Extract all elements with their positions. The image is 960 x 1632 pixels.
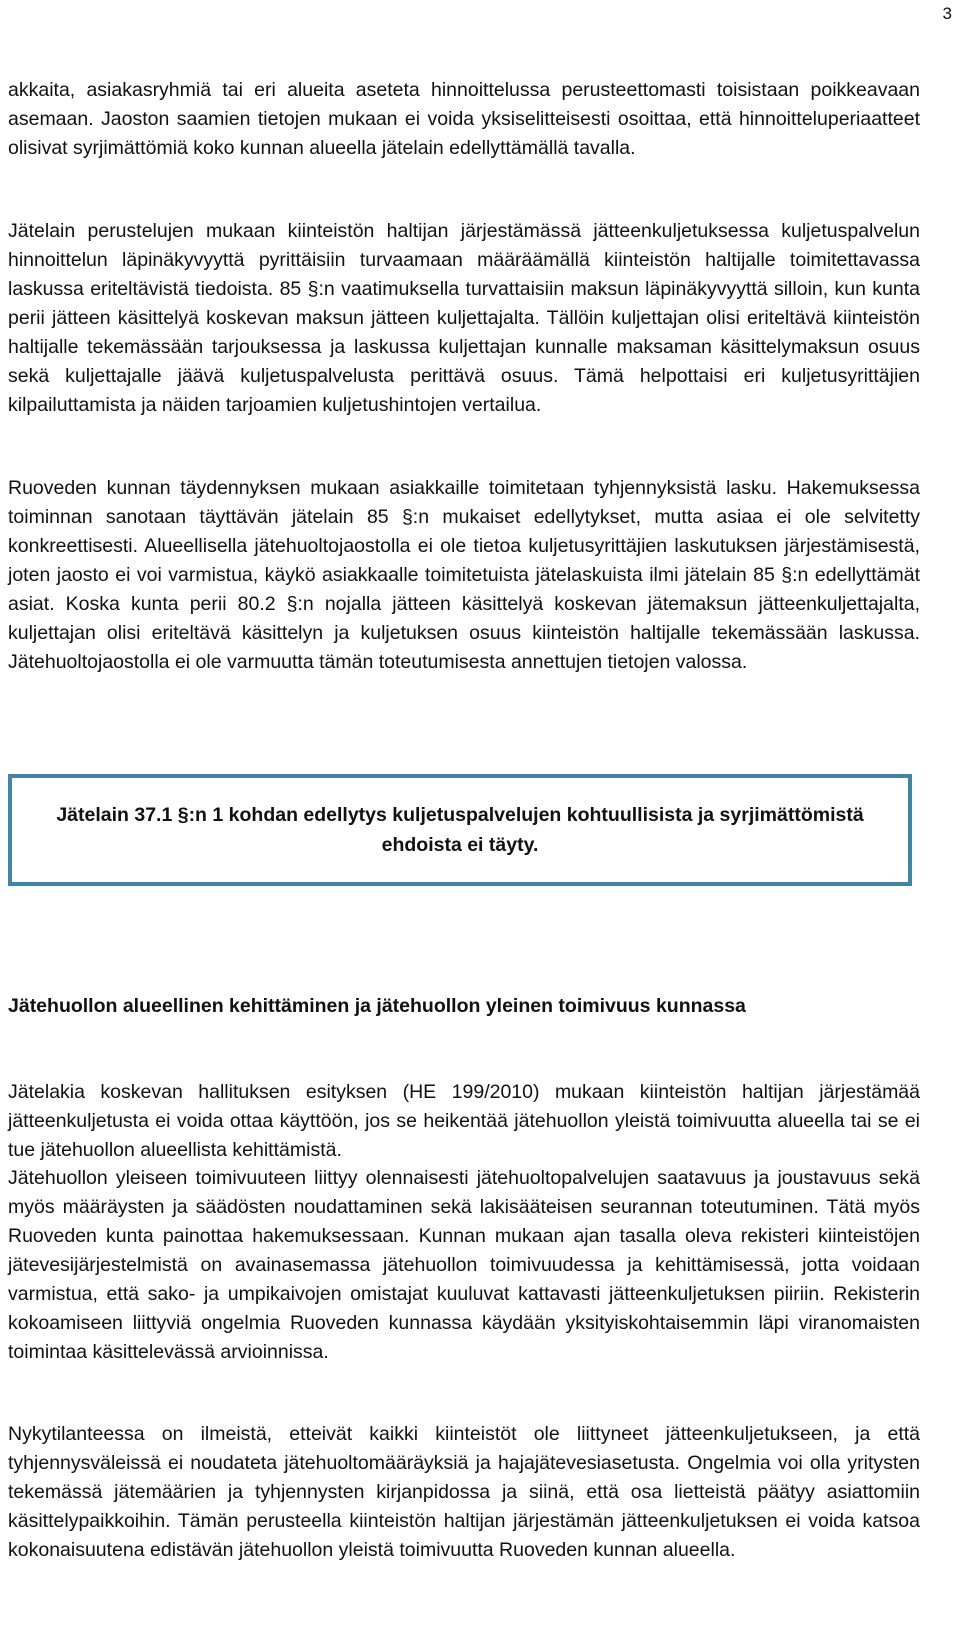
- paragraph-hinnoittelu-syrjimattomyys: akkaita, asiakasryhmiä tai eri alueita aseteta hinnoittelussa perusteettomasti toisistaan poikkeavaan asemaan. Jaoston saamien tietojen mukaan ei voida yksiselitteisesti osoittaa, että hinnoitteluperiaatteet olisivat syrjimättömiä koko kunnan alueella jätelain edellyttämällä tavalla.: [8, 79, 920, 159]
- paragraph-he-199-2010: Jätelakia koskevan hallituksen esityksen (HE 199/2010) mukaan kiinteistön haltijan järjestämää jätteenkuljetusta ei voida ottaa käyttöön, jos se heikentää jätehuollon yleistä toimivuutta alueella tai se ei tue jätehuollon alueellista kehittämistä.: [8, 1081, 920, 1161]
- page-number: 3: [942, 4, 952, 23]
- paragraph-ruovesi-taydennys: Ruoveden kunnan täydennyksen mukaan asiakkaille toimitetaan tyhjennyksistä lasku. Hakemuksessa toiminnan sanotaan täyttävän jätelain 85 §:n mukaiset edellytykset, mutta asiaa ei ole selvitetty konkreettisesti. Alueellisella jätehuoltojaostolla ei ole tietoa kuljetusyrittäjien laskutuksen järjestämisestä, joten jaosto ei voi varmistua, käykö asiakkaalle toimitetuista jätelaskuista ilmi jätelain 85 §:n edellyttämät asiat. Koska kunta perii 80.2 §:n nojalla jätteen käsittelyä koskevan jätemaksun jätteenkuljettajalta, kuljettajan olisi eriteltävä käsittelyn ja kuljetuksen osuus kiinteistön haltijalle tekemässään laskussa. Jätehuoltojaostolla ei ole varmuutta tämän toteutumisesta annettujen tietojen valossa.: [8, 477, 920, 673]
- conclusion-callout-box: [8, 774, 912, 886]
- paragraph-hinnoittelun-lapinakyvyys: Jätelain perustelujen mukaan kiinteistön haltijan järjestämässä jätteenkuljetuksessa kuljetuspalvelun hinnoittelun läpinäkyvyyttä pyrittäisiin turvaamaan määräämällä kiinteistön haltijalle toimitettavassa laskussa eriteltävistä tiedoista. 85 §:n vaatimuksella turvattaisiin maksun läpinäkyvyyttä silloin, kun kunta perii jätteen käsittelyä koskevan maksun jätteen kuljettajalta. Tällöin kuljettajan olisi eriteltävä kiinteistön haltijalle tekemässään tarjouksessa ja laskussa kuljettajan kunnalle maksaman käsittelymaksun osuus sekä kuljettajalle jäävä kuljetuspalvelusta perittävä osuus. Tämä helpottaisi eri kuljetusyrittäjien kilpailuttamista ja näiden tarjoamien kuljetushintojen vertailua.: [8, 220, 920, 416]
- section-heading-alueellinen-kehittaminen: Jätehuollon alueellinen kehittäminen ja jätehuollon yleinen toimivuus kunnassa: [8, 995, 746, 1017]
- paragraph-nykytilanne: Nykytilanteessa on ilmeistä, etteivät kaikki kiinteistöt ole liittyneet jätteenkuljetukseen, ja että tyhjennysväleissä ei noudateta jätehuoltomääräyksiä ja hajajätevesiasetusta. Ongelmia voi olla yritysten tekemässä jätemäärien ja tyhjennysten kirjanpidossa ja siinä, että osa lietteistä päätyy asiattomiin käsittelypaikkoihin. Tämän perusteella kiinteistön haltijan järjestämän jätteenkuljetuksen ei voida katsoa kokonaisuutena edistävän jätehuollon yleistä toimivuutta Ruoveden kunnan alueella.: [8, 1423, 920, 1561]
- paragraph-yleinen-toimivuus: Jätehuollon yleiseen toimivuuteen liittyy olennaisesti jätehuoltopalvelujen saatavuus ja joustavuus sekä myös määräysten ja säädösten noudattaminen sekä lakisääteisen seurannan toteutuminen. Tätä myös Ruoveden kunta painottaa hakemuksessaan. Kunnan mukaan ajan tasalla oleva rekisteri kiinteistöjen jätevesijärjestelmistä on avainasemassa jätehuollon toimivuudessa ja kehittämisessä, jotta voidaan varmistua, että sako- ja umpikaivojen omistajat kuuluvat kattavasti jätteenkuljetuksen piiriin. Rekisterin kokoamiseen liittyviä ongelmia Ruoveden kunnassa käydään yksityiskohtaisemmin läpi viranomaisten toimintaa käsittelevässä arvioinnissa.: [8, 1167, 920, 1363]
- conclusion-callout-text: Jätelain 37.1 §:n 1 kohdan edellytys kuljetuspalvelujen kohtuullisista ja syrjimättömistä ehdoista ei täyty.: [56, 804, 864, 856]
